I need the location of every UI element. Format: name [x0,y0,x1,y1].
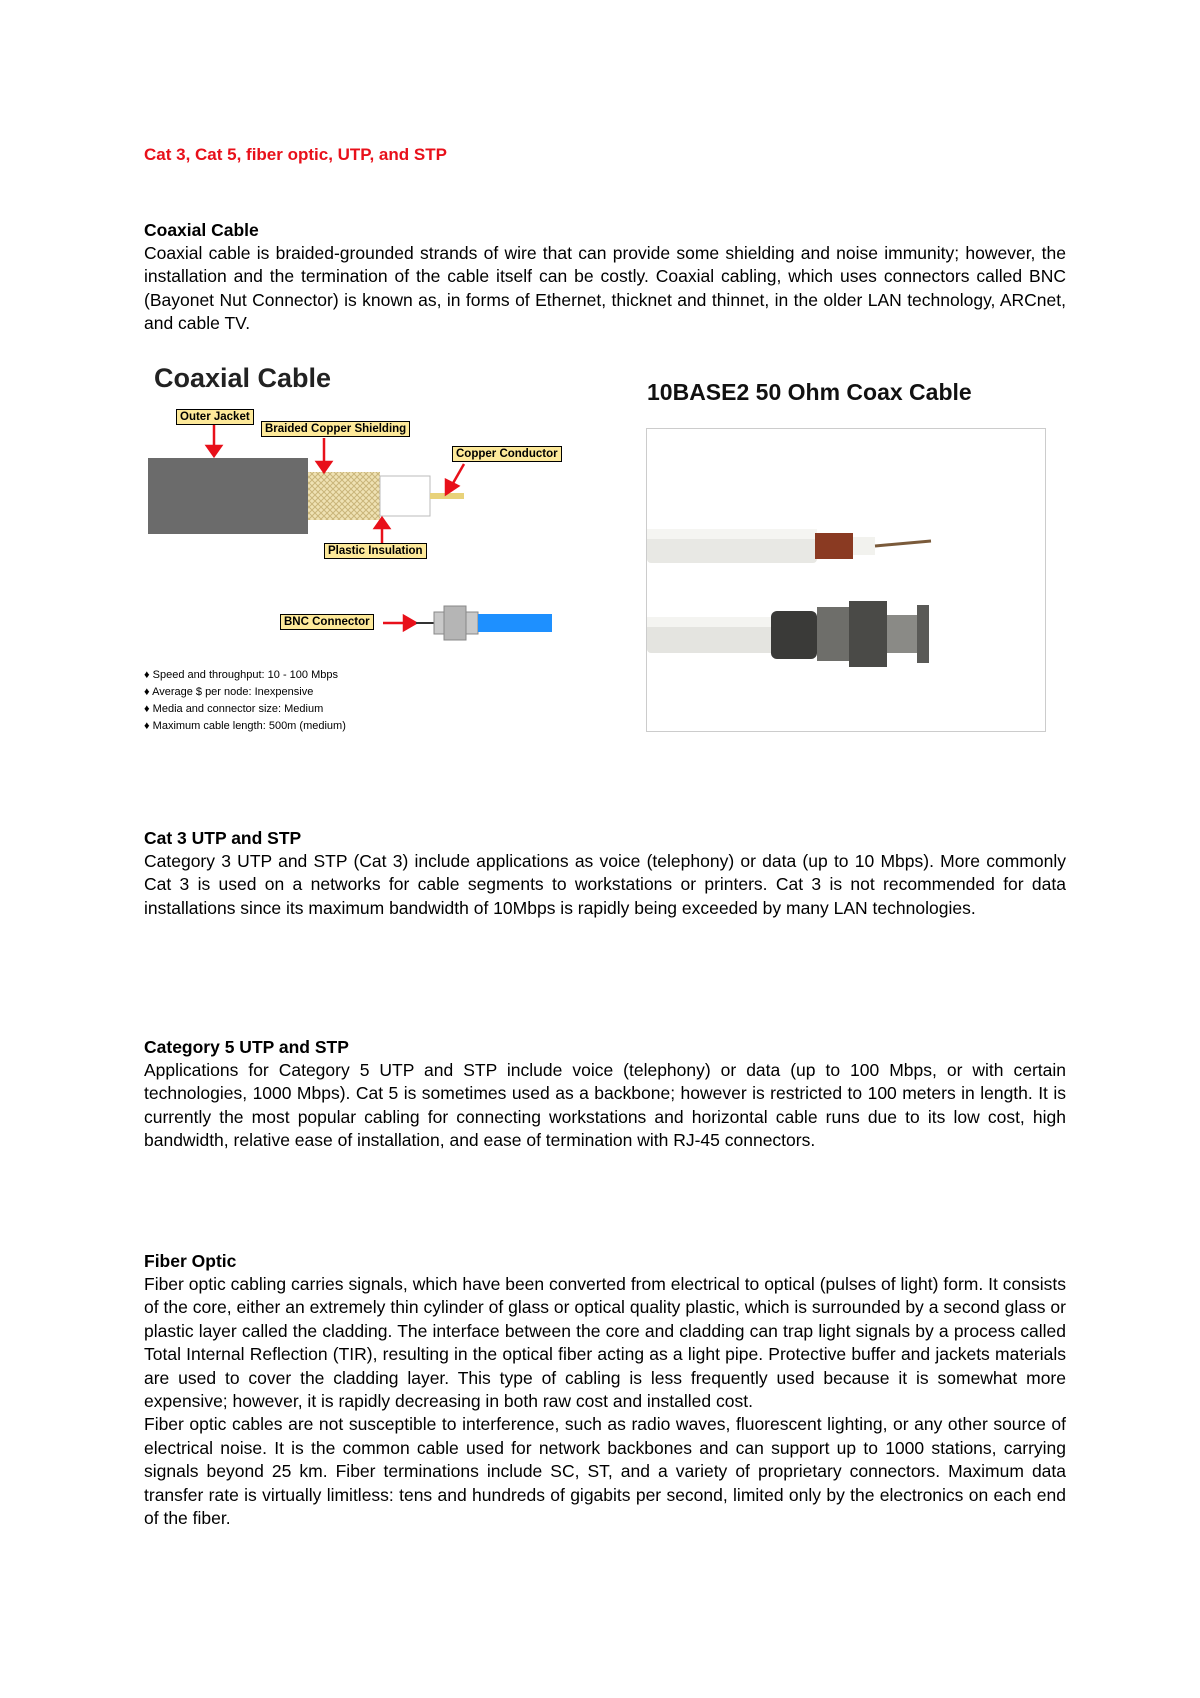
spec-item: ♦ Maximum cable length: 500m (medium) [144,720,346,732]
braided-shield-shape [308,472,380,520]
coax-diagram-title: Coaxial Cable [154,363,332,393]
spec-item: ♦ Speed and throughput: 10 - 100 Mbps [144,669,338,681]
cat3-paragraph: Category 3 UTP and STP (Cat 3) include applications as voice (telephony) or data (up to 10 Mbps). More commonly Cat 3 is used on a networks for cable segments to workstations or printers. Cat 3 is not recommended for data installations since its maximum bandwidth of 10Mbps is rapidly being exceeded by many LAN technologies. [144,851,1066,918]
cat3-section [144,827,1066,920]
coax-photo-title: 10BASE2 50 Ohm Coax Cable [647,379,972,405]
coax-diagram [144,360,604,745]
callout-plastic-insulation: Plastic Insulation [324,543,427,559]
coax-diagram-drawing [144,360,604,650]
outer-jacket-shape [148,458,308,534]
spec-item: ♦ Average $ per node: Inexpensive [144,686,314,698]
fiber-heading: Fiber Optic [144,1251,237,1271]
callout-braided-shielding: Braided Copper Shielding [261,421,410,437]
coax-section [144,219,1066,336]
spec-item: ♦ Media and connector size: Medium [144,703,324,715]
callout-outer-jacket: Outer Jacket [176,409,254,425]
cat3-heading: Cat 3 UTP and STP [144,828,302,848]
coax-photo-drawing [647,429,1045,731]
page-title: Cat 3, Cat 5, fiber optic, UTP, and STP [144,145,447,164]
cat5-section [144,1036,1066,1153]
cat5-heading: Category 5 UTP and STP [144,1037,349,1057]
coax-photo [646,428,1046,732]
fiber-paragraph-1: Fiber optic cabling carries signals, which have been converted from electrical to optical (pulses of light) form. It consists of the core, either an extremely thin cylinder of glass or optical quality plastic, which is surrounded by a second glass or plastic layer called the cladding. The interface between the core and cladding can trap light signals by a process called Total Internal Reflection (TIR), resulting in the optical fiber acting as a light pipe. Protective buffer and jackets materials are used to cover the cladding layer. This type of cabling is less frequently used because it is somewhat more expensive; however, it is rapidly decreasing in both raw cost and installed cost. [144,1274,1066,1412]
coax-paragraph: Coaxial cable is braided-grounded strands of wire that can provide some shielding and noise immunity; however, the installation and the termination of the cable itself can be costly. Coaxial cabling, which uses connectors called BNC (Bayonet Nut Connector) is known as, in forms of Ethernet, thicknet and thinnet, in the older LAN technology, ARCnet, and cable TV. [144,243,1066,334]
bnc-cable-shape [478,614,552,632]
cat5-paragraph: Applications for Category 5 UTP and STP include voice (telephony) or data (up to 100 Mbps, or with certain technologies, 1000 Mbps). Cat 5 is sometimes used as a backbone; however is restricted to 100 meters in length. It is currently the most popular cabling for connecting workstations and horizontal cable runs due to its low cost, high bandwidth, relative ease of installation, and ease of termination with RJ-45 connectors. [144,1060,1066,1151]
callout-copper-conductor: Copper Conductor [452,446,562,462]
fiber-section [144,1250,1066,1530]
coax-heading: Coaxial Cable [144,220,259,240]
fiber-paragraph-2: Fiber optic cables are not susceptible to interference, such as radio waves, fluorescent lighting, or any other source of electrical noise. It is the common cable used for network backbones and can support up to 1000 stations, carrying signals beyond 25 km. Fiber terminations include SC, ST, and a variety of proprietary connectors. Maximum data transfer rate is virtually limitless: tens and hundreds of gigabits per second, limited only by the electronics on each end of the fiber. [144,1414,1066,1529]
coax-photo-figure [646,372,1066,744]
insulation-shape [380,476,430,516]
callout-bnc-connector: BNC Connector [280,614,374,630]
